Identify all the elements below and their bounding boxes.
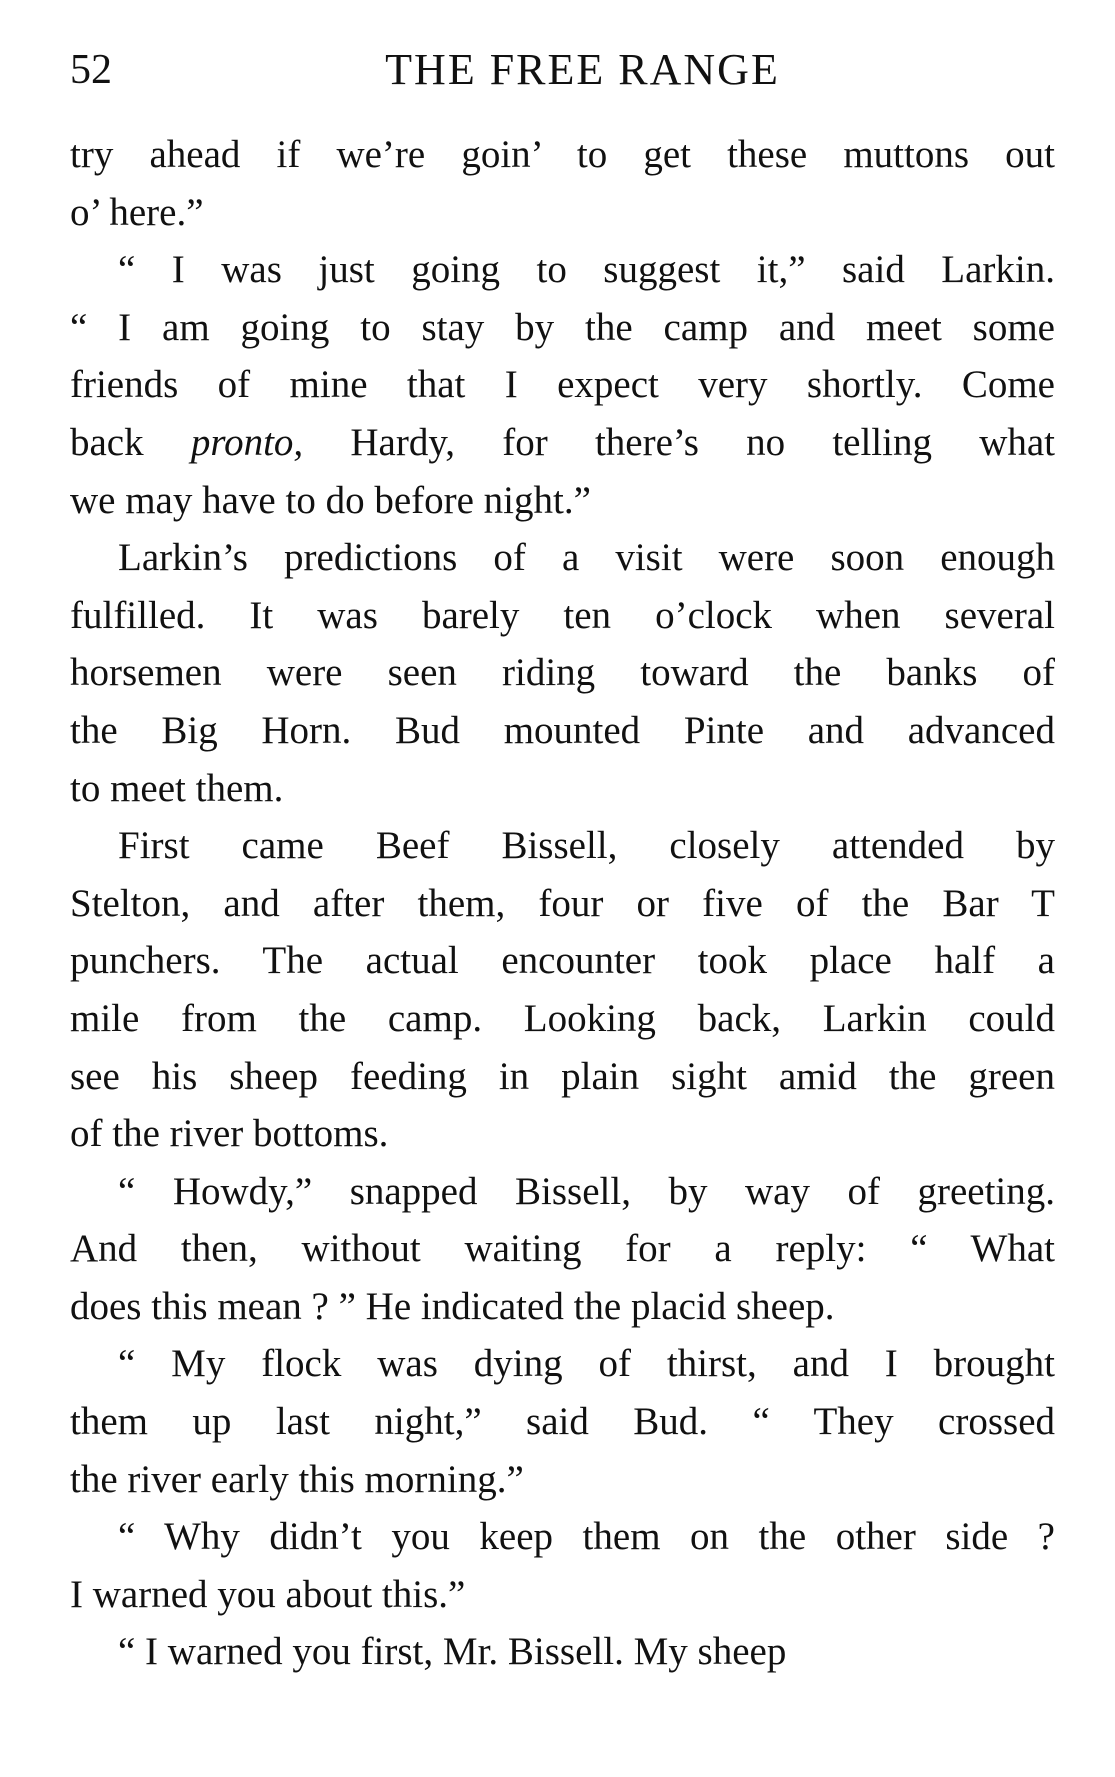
paragraph	[70, 241, 1055, 529]
text-line: “ Why didn’t you keep them on the other side ?	[118, 1515, 1055, 1559]
text-line: mile from the camp. Looking back, Larkin could	[70, 996, 1055, 1040]
text-line: I warned you about this.”	[70, 1572, 466, 1616]
text-line: friends of mine that I expect very shortly. Come	[70, 363, 1055, 407]
text-line: them up last night,” said Bud. “ They crossed	[70, 1400, 1055, 1444]
paragraph	[70, 817, 1055, 1163]
text-line: “ My flock was dying of thirst, and I brought	[118, 1342, 1055, 1386]
text-line: the river early this morning.”	[70, 1457, 524, 1501]
text-line: “ Howdy,” snapped Bissell, by way of greeting.	[118, 1169, 1055, 1213]
text-line: we may have to do before night.”	[70, 478, 591, 522]
text-line: First came Beef Bissell, closely attended by	[118, 824, 1055, 868]
italic-word: pronto,	[190, 420, 304, 464]
text-line: does this mean ? ” He indicated the placid sheep.	[70, 1284, 835, 1328]
text-line: o’ here.”	[70, 190, 204, 234]
paragraph	[70, 1335, 1055, 1508]
text-line: back pronto, Hardy, for there’s no telling what	[70, 420, 1056, 464]
text-line: the Big Horn. Bud mounted Pinte and advanced	[70, 708, 1055, 752]
text-line: to meet them.	[70, 766, 284, 810]
paragraph	[70, 1623, 1055, 1681]
paragraph	[70, 1508, 1055, 1623]
body-text	[70, 126, 1055, 1681]
text-line: fulfilled. It was barely ten o’clock when several	[70, 593, 1055, 637]
text-line: see his sheep feeding in plain sight amid the green	[70, 1054, 1055, 1098]
page-number: 52	[70, 47, 112, 93]
text-line: try ahead if we’re goin’ to get these muttons out	[70, 133, 1055, 176]
page-header	[70, 40, 1055, 100]
text-line: And then, without waiting for a reply: “ What	[70, 1227, 1055, 1271]
paragraph	[70, 126, 1055, 241]
text-line: Stelton, and after them, four or five of the Bar T	[70, 881, 1055, 925]
text-line: “ I warned you first, Mr. Bissell. My sheep	[118, 1630, 787, 1674]
text-line: punchers. The actual encounter took place half a	[70, 939, 1055, 983]
paragraph	[70, 529, 1055, 817]
running-title: THE FREE RANGE	[385, 45, 780, 94]
text-line: “ I am going to stay by the camp and meet some	[70, 305, 1055, 349]
text-line: horsemen were seen riding toward the banks of	[70, 651, 1055, 695]
text-line: of the river bottoms.	[70, 1112, 389, 1156]
text-line: Larkin’s predictions of a visit were soon enough	[118, 536, 1055, 580]
paragraph	[70, 1163, 1055, 1336]
text-line: “ I was just going to suggest it,” said Larkin.	[118, 248, 1055, 292]
